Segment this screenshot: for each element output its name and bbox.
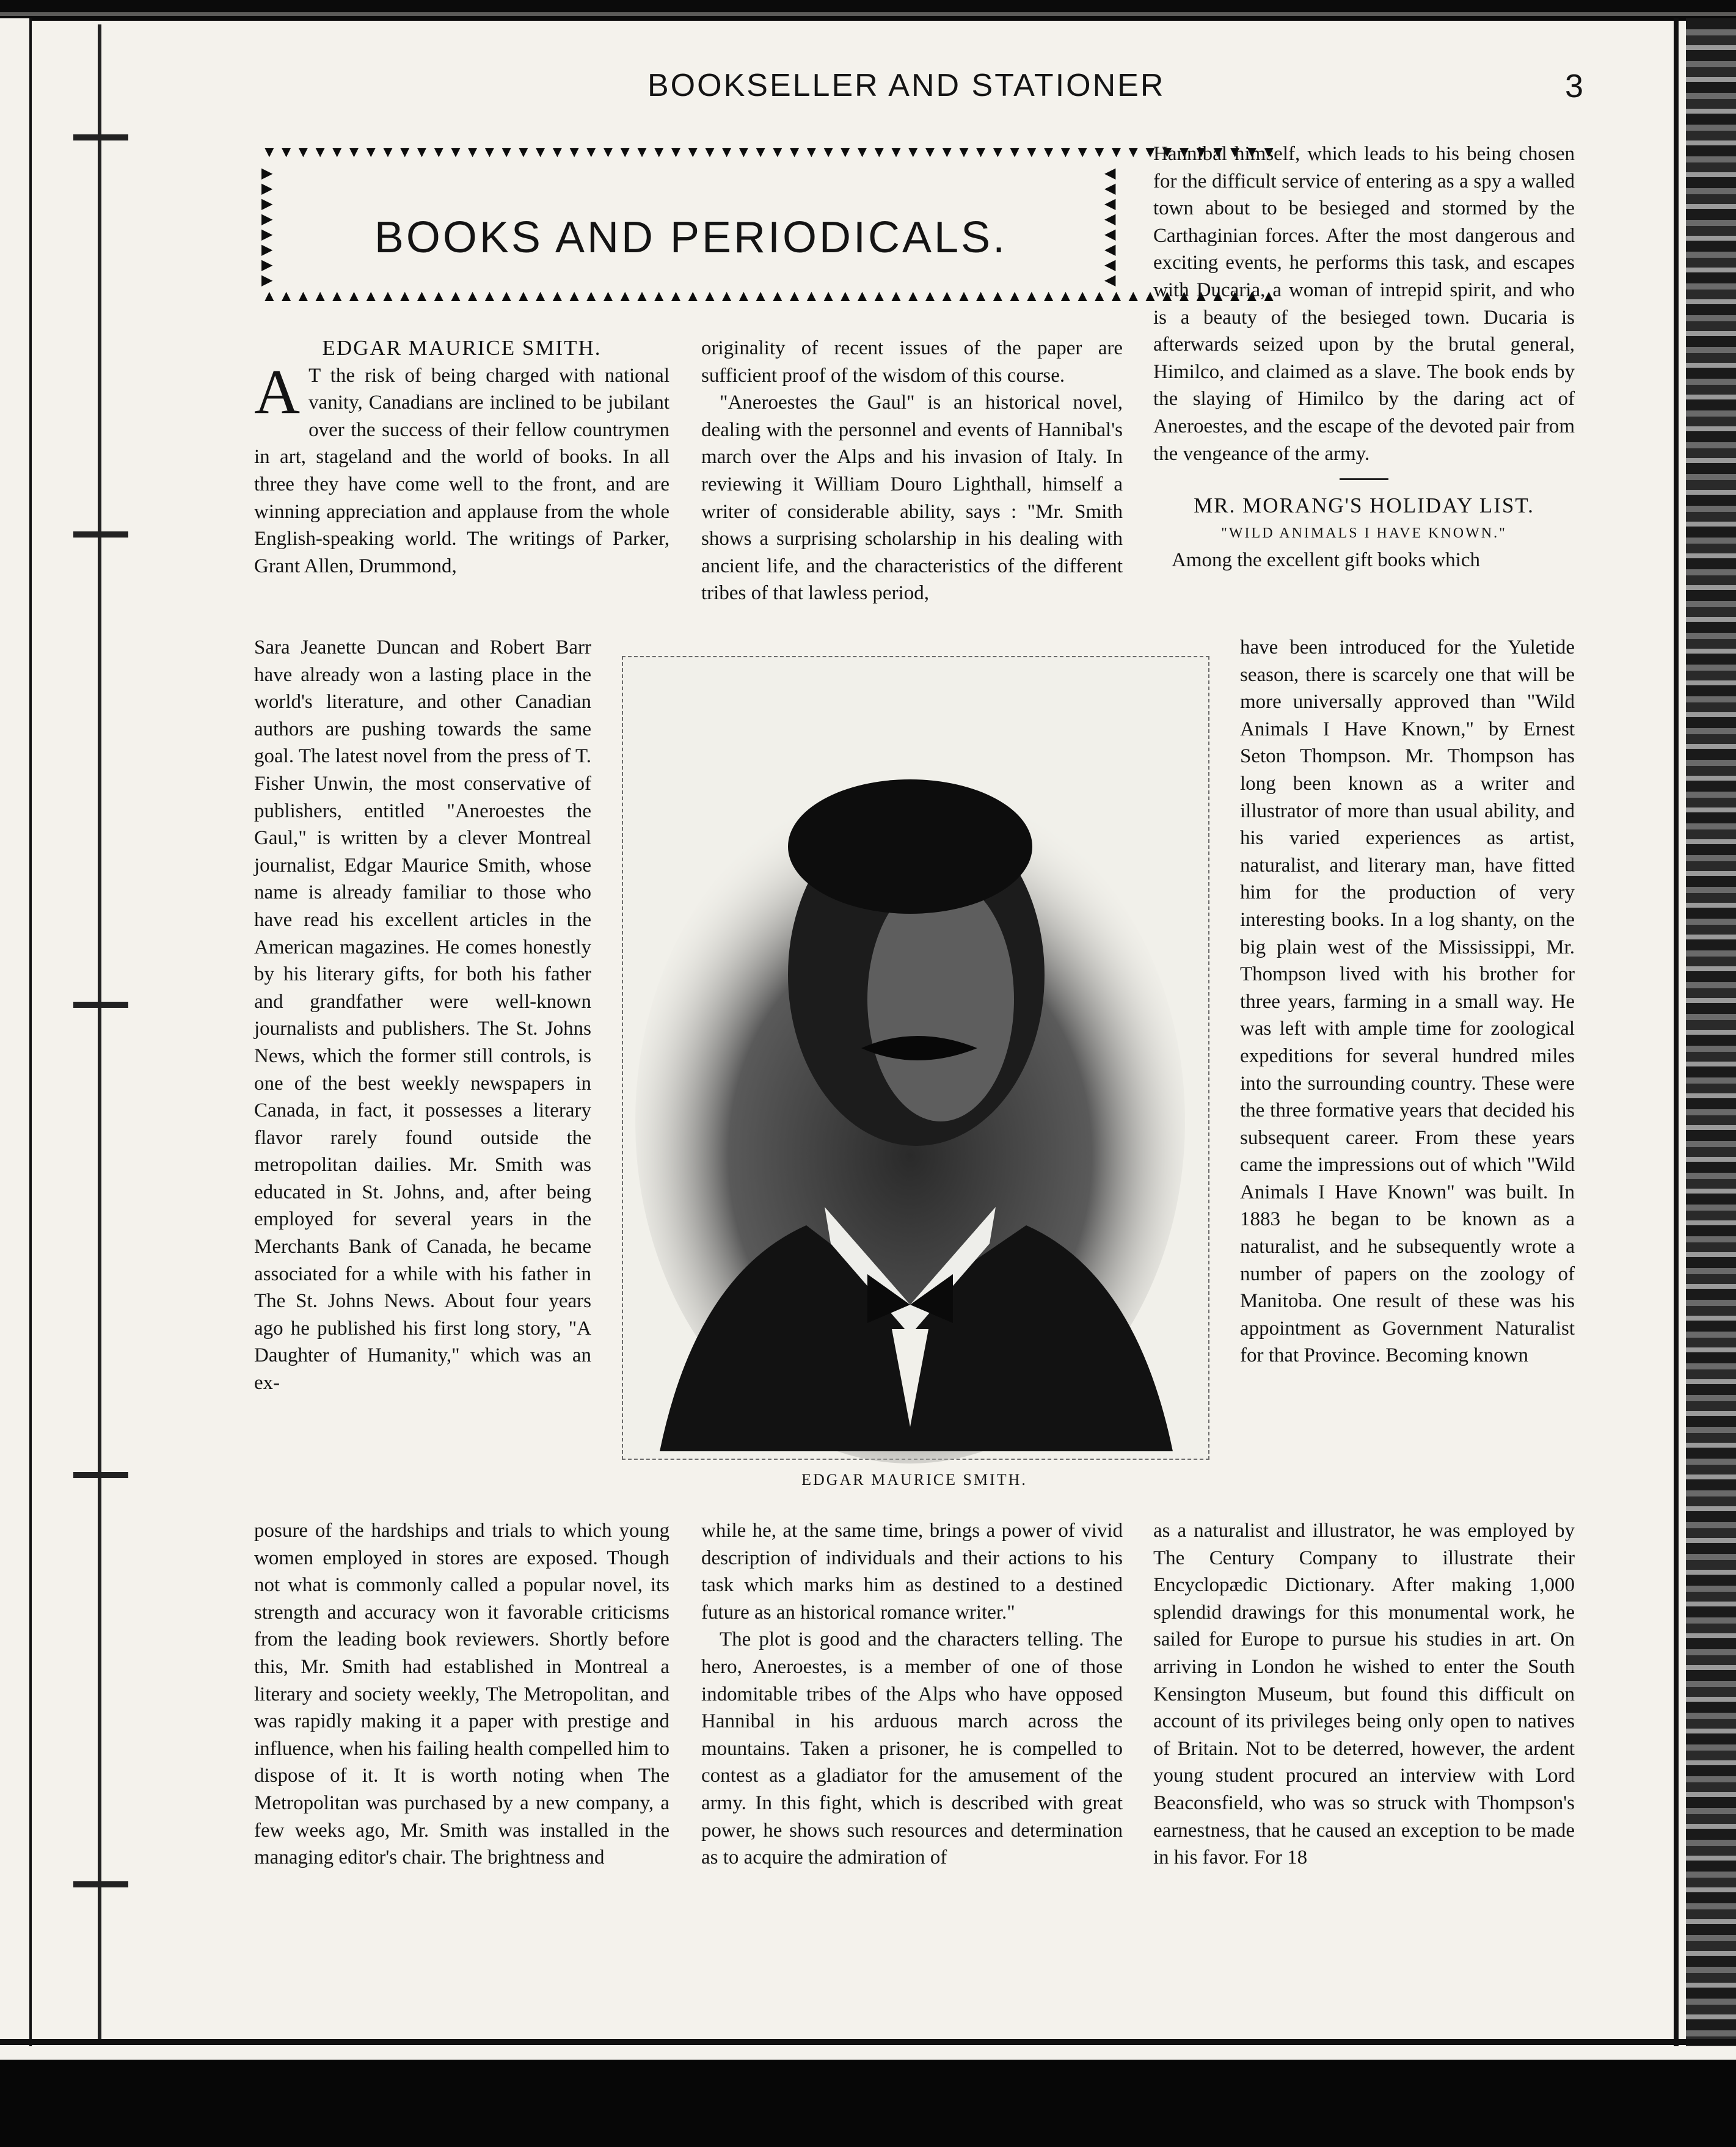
paragraph-text: have been introduced for the Yuletide season, there is scarcely one that will be more universally approved than "Wild Animals I Have Known," by Ernest Seton Thompson. Mr. Thompson has long been known as a writer and illustrator of more than usual ability, and his varied experiences as artist, naturalist, and literary man, have fitted him for the production of very interesting books. In a log shanty, on the big plain west of the Mississippi, Mr. Thompson lived with his brother for three years, farming in a small way. He was left with ample time for zoological expeditions for several hundred miles into the surrounding country. These were the three formative years that decided his subsequent career. From these years came the impressions out of which "Wild Animals I Have Known" was built. In 1883 he began to be known as a naturalist, and he subsequently wrote a number of papers on the zoology of Manitoba. One result of these was his appointment as Government Naturalist for that Province. Becoming known: [1240, 636, 1575, 1367]
paragraph-text: Hannibal himself, which leads to his being chosen for the difficult service of entering as a spy a walled town about to be besieged and stormed by the Carthaginian forces. After the most dangerous and exciting events, he performs this task, and escapes with Ducaria, a woman of intrepid spirit, and who is a beauty of the besieged town. Ducaria is afterwards seized upon by the brutal general, Himilco, and claimed as a slave. The book ends by the slaying of Himilco by the daring act of Aneroestes, and the escape of the devoted pair from the vengeance of the army.: [1153, 143, 1575, 465]
section-divider: [1340, 478, 1388, 480]
ornament-border-right: ◀◀◀◀◀◀◀◀: [1104, 166, 1116, 288]
ornament-border-top: ▼▼▼▼▼▼▼▼▼▼▼▼▼▼▼▼▼▼▼▼▼▼▼▼▼▼▼▼▼▼▼▼▼▼▼▼▼▼▼▼▼▼▼▼▼▼▼▼▼▼▼▼▼▼▼▼▼▼▼▼: [261, 143, 1278, 161]
article-heading: EDGAR MAURICE SMITH.: [322, 336, 602, 360]
column-1-bottom: [254, 1517, 669, 1872]
article-subheading: "WILD ANIMALS I HAVE KNOWN.": [1221, 525, 1507, 541]
paragraph-text: "Aneroestes the Gaul" is an historical novel, dealing with the personnel and events of Hannibal's march over the Alps and his invasion of Italy. In reviewing it William Douro Lighthall, himself a writer of considerable ability, says : "Mr. Smith shows a surprising scholarship in his dealing with ancient life, and the characteristics of the different tribes of that lawless period,: [701, 392, 1123, 605]
ornament-border-left: ▶▶▶▶▶▶▶▶: [261, 166, 273, 288]
scan-bottom-line: [0, 2039, 1736, 2045]
paragraph-text: originality of recent issues of the paper are sufficient proof of the wisdom of this course.: [701, 337, 1123, 387]
paragraph-text: T the risk of being charged with national vanity, Canadians are inclined to be jubilant over the success of their fellow countrymen in art, stageland and the world of books. In all three they have come well to the front, and are winning appreciation and applause from the whole English-speaking world. The writings of Parker, Grant Allen, Drummond,: [254, 364, 669, 577]
scan-top-highlight: [0, 12, 1736, 16]
scan-right-edge: [1674, 18, 1679, 2046]
binding-mark: [73, 1881, 128, 1887]
column-1-beside-portrait: [254, 634, 591, 1397]
drop-cap: A: [254, 356, 301, 427]
portrait-illustration: [623, 657, 1208, 1459]
column-1-top: [254, 335, 669, 580]
portrait-caption: EDGAR MAURICE SMITH.: [801, 1471, 1027, 1489]
article-heading: MR. MORANG'S HOLIDAY LIST.: [1194, 494, 1534, 518]
portrait-image: [622, 656, 1209, 1460]
column-2-bottom: [701, 1517, 1123, 1872]
column-3-top: [1153, 140, 1575, 574]
column-3-beside-portrait: [1240, 634, 1575, 1369]
scan-top-border: [0, 0, 1736, 21]
section-title-box: [261, 143, 1278, 310]
paragraph-text: Among the excellent gift books which: [1172, 549, 1480, 572]
binding-mark: [73, 531, 128, 538]
scan-right-margin: [1686, 18, 1736, 2046]
page-number: 3: [1565, 68, 1584, 104]
binding-rail: [98, 24, 101, 2040]
scan-bottom-border: [0, 2060, 1736, 2147]
binding-mark: [73, 1002, 128, 1008]
paragraph-text: as a naturalist and illustrator, he was employed by The Century Company to illustrate their Encyclopædic Dictionary. After making 1,000 splendid drawings for this monumental work, he sailed for Europe to pursue his studies in art. On arriving in London he wished to enter the South Kensington Museum, but found this difficult on account of its privileges being only open to natives of Britain. Not to be deterred, however, the ardent young student procured an interview with Lord Beaconsfield, who was so struck with Thompson's earnestness, that he caused an exception to be made in his favor. For 18: [1153, 1520, 1575, 1869]
article-paragraph: [254, 356, 669, 580]
paragraph-text: The plot is good and the characters telling. The hero, Aneroestes, is a member of one of those indomitable tribes of the Alps who have opposed Hannibal in his arduous march across the mountains. Taken a prisoner, he is compelled to contest as a gladiator for the amusement of the army. In this fight, which is described with great power, he shows such resources and determination as to acquire the admiration of: [701, 1628, 1123, 1869]
column-3-bottom: [1153, 1517, 1575, 1872]
binding-mark: [73, 134, 128, 140]
paragraph-text: while he, at the same time, brings a power of vivid description of individuals and their actions to his task which marks him as destined to a destined future as an historical romance writer.": [701, 1520, 1123, 1624]
paragraph-text: posure of the hardships and trials to which young women employed in stores are exposed. Though not what is commonly called a popular novel, its strength and accuracy won it favorable criticisms from the leading book reviewers. Shortly before this, Mr. Smith had established in Montreal a literary and society weekly, The Metropolitan, and was rapidly making it a paper with prestige and influence, when his failing health compelled him to dispose of it. It is worth noting when The Metropolitan was purchased by a new company, a few weeks ago, Mr. Smith was installed in the managing editor's chair. The brightness and: [254, 1520, 669, 1869]
paragraph-text: Sara Jeanette Duncan and Robert Barr have already won a lasting place in the world's literature, and other Canadian authors are pushing towards the same goal. The latest novel from the press of T. Fisher Unwin, the most conservative of publishers, entitled "Aneroestes the Gaul," is written by a clever Montreal journalist, Edgar Maurice Smith, whose name is already familiar to those who have read his excellent articles in the American magazines. He comes honestly by his literary gifts, for both his father and grandfather were well-known journalists and publishers. The St. Johns News, which the former still controls, is one of the best weekly newspapers in Canada, in fact, it possesses a literary flavor rarely found outside the metropolitan dailies. Mr. Smith was educated in St. Johns, and, after being employed for several years in the Merchants Bank of Canada, he became associated for a while with his father in The St. Johns News. About four years ago he published his first long story, "A Daughter of Humanity," which was an ex-: [254, 636, 591, 1394]
binding-mark: [73, 1472, 128, 1478]
ornament-border-bottom: ▲▲▲▲▲▲▲▲▲▲▲▲▲▲▲▲▲▲▲▲▲▲▲▲▲▲▲▲▲▲▲▲▲▲▲▲▲▲▲▲▲▲▲▲▲▲▲▲▲▲▲▲▲▲▲▲▲▲▲▲: [261, 287, 1278, 305]
running-header: BOOKSELLER AND STATIONER: [647, 68, 1165, 103]
scan-left-margin: [0, 18, 32, 2046]
column-2-top: [701, 335, 1123, 607]
section-title: BOOKS AND PERIODICALS.: [374, 213, 1008, 262]
